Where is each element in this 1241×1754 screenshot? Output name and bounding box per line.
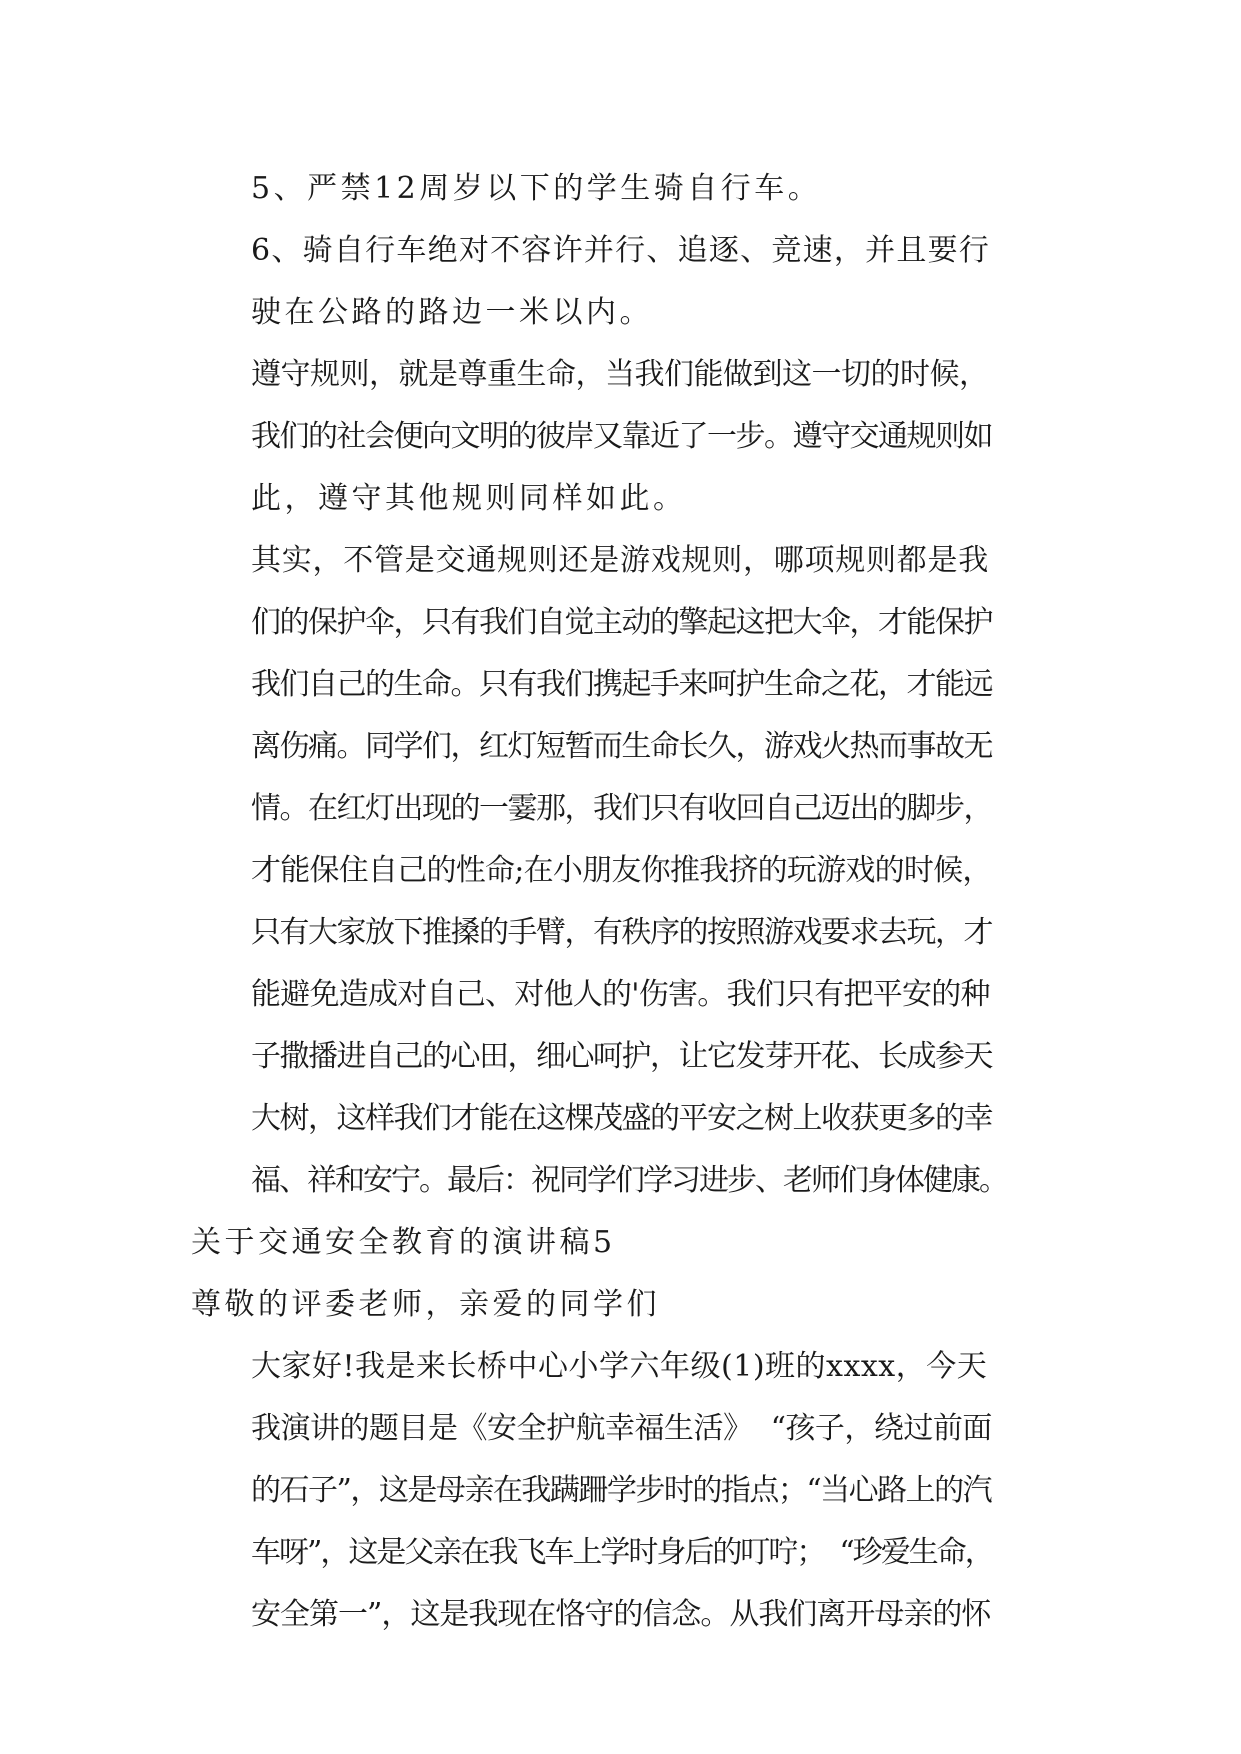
text-line: 此，遵守其他规则同样如此。 xyxy=(251,481,687,516)
text-line: 关于交通安全教育的演讲稿5 xyxy=(191,1225,616,1260)
text-line: 驶在公路的路边一米以内。 xyxy=(251,295,653,330)
text-line: 我演讲的题目是《安全护航幸福生活》 “孩子，绕过前面 xyxy=(251,1411,992,1446)
text-line: 离伤痛。同学们，红灯短暂而生命长久，游戏火热而事故无 xyxy=(251,729,992,764)
text-line: 大树，这样我们才能在这棵茂盛的平安之树上收获更多的幸 xyxy=(251,1101,992,1136)
paragraph-rule-5 xyxy=(191,158,1053,220)
text-line: 遵守规则，就是尊重生命，当我们能做到这一切的时候， xyxy=(251,357,989,392)
text-line: 6、骑自行车绝对不容许并行、追逐、竞速，并且要行 xyxy=(251,233,991,268)
text-line: 子撒播进自己的心田，细心呵护，让它发芽开花、长成参天 xyxy=(251,1039,992,1074)
text-line: 只有大家放下推搡的手臂，有秩序的按照游戏要求去玩，才 xyxy=(251,915,992,950)
text-line: 5、严禁12周岁以下的学生骑自行车。 xyxy=(251,171,822,206)
paragraph-speech-5-title xyxy=(191,1212,1053,1274)
paragraph-greeting xyxy=(191,1274,1053,1336)
text-line: 大家好!我是来长桥中心小学六年级(1)班的xxxx，今天 xyxy=(251,1349,988,1384)
text-line: 们的保护伞，只有我们自觉主动的擎起这把大伞，才能保护 xyxy=(251,605,992,640)
text-line: 安全第一”，这是我现在恪守的信念。从我们离开母亲的怀 xyxy=(251,1597,991,1632)
text-line: 车呀”，这是父亲在我飞车上学时身后的叮咛； “珍爱生命， xyxy=(251,1535,993,1570)
text-line: 福、祥和安宁。最后：祝同学们学习进步、老师们身体健康。 xyxy=(251,1163,1007,1198)
text-line: 我们自己的生命。只有我们携起手来呵护生命之花，才能远 xyxy=(251,667,992,702)
paragraph-intro xyxy=(191,1336,1053,1646)
text-line: 我们的社会便向文明的彼岸又靠近了一步。遵守交通规则如 xyxy=(251,419,992,454)
document-body xyxy=(191,158,1053,1646)
text-line: 尊敬的评委老师，亲爱的同学们 xyxy=(191,1287,660,1322)
text-line: 才能保住自己的性命;在小朋友你推我挤的玩游戏的时候， xyxy=(251,853,992,888)
text-line: 能避免造成对自己、对他人的'伤害。我们只有把平安的种 xyxy=(251,977,990,1012)
paragraph-umbrella xyxy=(191,530,1053,1212)
paragraph-rule-6 xyxy=(191,220,1053,344)
text-line: 其实，不管是交通规则还是游戏规则，哪项规则都是我 xyxy=(251,543,989,578)
text-line: 情。在红灯出现的一霎那，我们只有收回自己迈出的脚步， xyxy=(251,791,992,826)
text-line: 的石子”，这是母亲在我蹒跚学步时的指点；“当心路上的汽 xyxy=(251,1473,992,1508)
paragraph-respect-rules xyxy=(191,344,1053,530)
